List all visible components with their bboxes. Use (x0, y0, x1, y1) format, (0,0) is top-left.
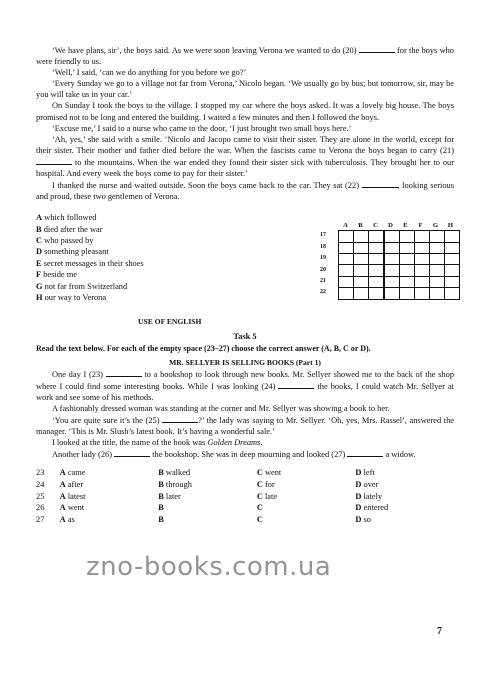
answer-option[interactable]: D over (355, 479, 379, 489)
answer-option[interactable]: C went (256, 468, 282, 478)
grid-cell[interactable] (399, 287, 415, 299)
passage-paragraph-2: A fashionably dressed woman was standing at the corner and Mr. Sellyer was showing a book to her. (52, 403, 390, 413)
passage-paragraph-4: I looked at the title, the name of the book was Golden Dreams. (52, 438, 263, 448)
answer-row-27: 27 A as B C D so (36, 514, 454, 526)
grid-col-b: B (358, 222, 363, 230)
task-title: Task 5 (233, 332, 257, 342)
grid-cell[interactable] (368, 287, 384, 299)
answer-option[interactable]: C late (256, 491, 278, 501)
section-title: USE OF ENGLISH (138, 317, 202, 327)
story-paragraph-2: ‘Well,’ I said, ‘can we do anything for you before we go?’ (52, 68, 247, 78)
answer-option[interactable]: A as (59, 514, 75, 524)
answer-option[interactable]: D so (355, 514, 371, 524)
grid-cell[interactable] (414, 287, 430, 299)
option-f: F beside me (36, 270, 77, 280)
answer-option[interactable]: B through (158, 479, 192, 489)
grid-col-e: E (403, 222, 408, 230)
story-paragraph-7: I thanked the nurse and waited outside. Soon the boys came back to the car. They sat (22) , looking serious and proud, these two gentlemen of Verona. (36, 181, 454, 202)
grid-row-21: 21 (320, 276, 460, 287)
grid-cell[interactable] (384, 287, 400, 299)
grid-cell[interactable] (444, 287, 460, 299)
options-list (36, 212, 286, 303)
option-g: G not far from Switzerland (36, 281, 128, 291)
story-paragraph-6: ‘Ah, yes,’ she said with a smile. ‘Nicolo and Jacopo came to visit their sister. They are alone in the world, except for their sister. Their mother and father died before the war. When the fascists came to Verona the boys began to carry (21) to the mountains. When the war ended they found their sister sick with tuberculosis. They brought her to our hospital. And every week the boys come to pay for their sister.’ (36, 134, 455, 179)
blank-23 (106, 368, 142, 377)
option-d: D something pleasant (36, 247, 109, 257)
answer-options-table (36, 467, 454, 525)
grid-cell[interactable] (353, 287, 369, 299)
passage-title: MR. SELLYER IS SELLING BOOKS (Part 1) (169, 357, 321, 367)
answer-option[interactable]: A after (59, 479, 84, 489)
option-a: A which followed (36, 213, 97, 223)
answer-option[interactable]: C (256, 503, 263, 513)
story-paragraph-4: On Sunday I took the boys to the village. I stopped my car where the boys asked. It was a lovely big house. The boys promised not to be long and entered the building. I waited a few minutes and then I followed the boys. (36, 101, 454, 122)
story-paragraph-3: ‘Every Sunday we go to a village not far from Verona,’ Nicolo began. ‘We usually go by bus; but tomorrow, sir, may be you will take us in your car.’ (36, 79, 454, 100)
grid-row-20: 20 (320, 264, 460, 275)
option-h: H our way to Verona (36, 293, 107, 303)
answer-grid (320, 220, 460, 298)
option-b: B died after the war (36, 224, 103, 234)
answer-option[interactable]: A latest (59, 491, 86, 501)
blank-25 (162, 414, 198, 423)
grid-col-a: A (343, 222, 348, 230)
answer-option[interactable]: B walked (158, 468, 191, 478)
grid-col-g: G (432, 222, 439, 230)
task-instruction: Read the text below. For each of the empty space (23–27) choose the correct answer (A, B, C or D). (36, 344, 371, 354)
story-paragraph-1: ‘We have plans, sir’, the boys said. As we were soon leaving Verona we wanted to do (20) for the boys who were friendly to us. (36, 46, 454, 67)
story-paragraph-5: ‘Excuse me,’ I said to a nurse who came to the door, ‘I just brought two small boys here.’ (52, 123, 352, 133)
page (36, 44, 454, 525)
answer-option[interactable]: C for (256, 479, 275, 489)
passage-paragraph-5: Another lady (26) the bookshop. She was in deep mourning and looked (27) a widow. (52, 450, 416, 460)
answer-option[interactable]: A came (59, 468, 86, 478)
grid-cell[interactable] (429, 287, 445, 299)
blank-26 (114, 448, 150, 457)
answer-option[interactable]: A went (59, 503, 85, 513)
option-e: E secret messages in their shoes (36, 258, 144, 268)
page-number: 7 (437, 626, 442, 637)
answer-option[interactable]: C (256, 514, 263, 524)
grid-col-h: H (447, 222, 454, 230)
answer-option[interactable]: D left (355, 468, 375, 478)
answer-option[interactable]: D lately (355, 491, 383, 501)
answer-grid-header (338, 220, 460, 230)
answer-option[interactable]: B (158, 514, 164, 524)
option-c: C who passed by (36, 236, 94, 246)
grid-row-22: 22 (320, 287, 460, 298)
answer-grid-body (320, 230, 460, 298)
answer-option[interactable]: B (158, 503, 164, 513)
answer-option[interactable]: D entered (355, 503, 389, 513)
watermark: zno-books.com.ua (86, 552, 332, 582)
passage-paragraph-1: One day I (23) to a bookshop to look through new books. Mr. Sellyer showed me to the back of the shop where I could find some interesting books. While I was looking (24) the books, I could watch Mr. Sellyer at work and see some of his methods. (36, 369, 455, 402)
blank-20 (359, 44, 395, 53)
blank-24 (278, 380, 314, 389)
passage-paragraph-3: ‘You are quite sure it’s the (25) ?’ the lady was saying to Mr. Sellyer. ‘Oh, yes, Mrs. Rassel’, answered the manager. ‘This is Mr. Slush’s latest book. It’s having a wonderful sale.’ (36, 415, 455, 437)
grid-row-19: 19 (320, 253, 460, 264)
grid-row-17: 17 (320, 230, 460, 241)
answer-row-24: 24 A after B through C for D over (36, 479, 454, 491)
grid-col-f: F (418, 222, 423, 230)
options-block (36, 212, 454, 322)
answer-row-23: 23 A came B walked C went D left (36, 467, 454, 479)
grid-row-18: 18 (320, 242, 460, 253)
answer-option[interactable]: B later (158, 491, 181, 501)
grid-col-c: C (373, 222, 378, 230)
grid-col-d: D (388, 222, 393, 230)
answer-row-26: 26 A went B C D entered (36, 502, 454, 514)
blank-27 (347, 448, 383, 457)
grid-cell[interactable] (338, 287, 354, 299)
blank-22 (362, 179, 398, 188)
answer-row-25: 25 A latest B later C late D lately (36, 491, 454, 503)
blank-21 (36, 156, 72, 165)
